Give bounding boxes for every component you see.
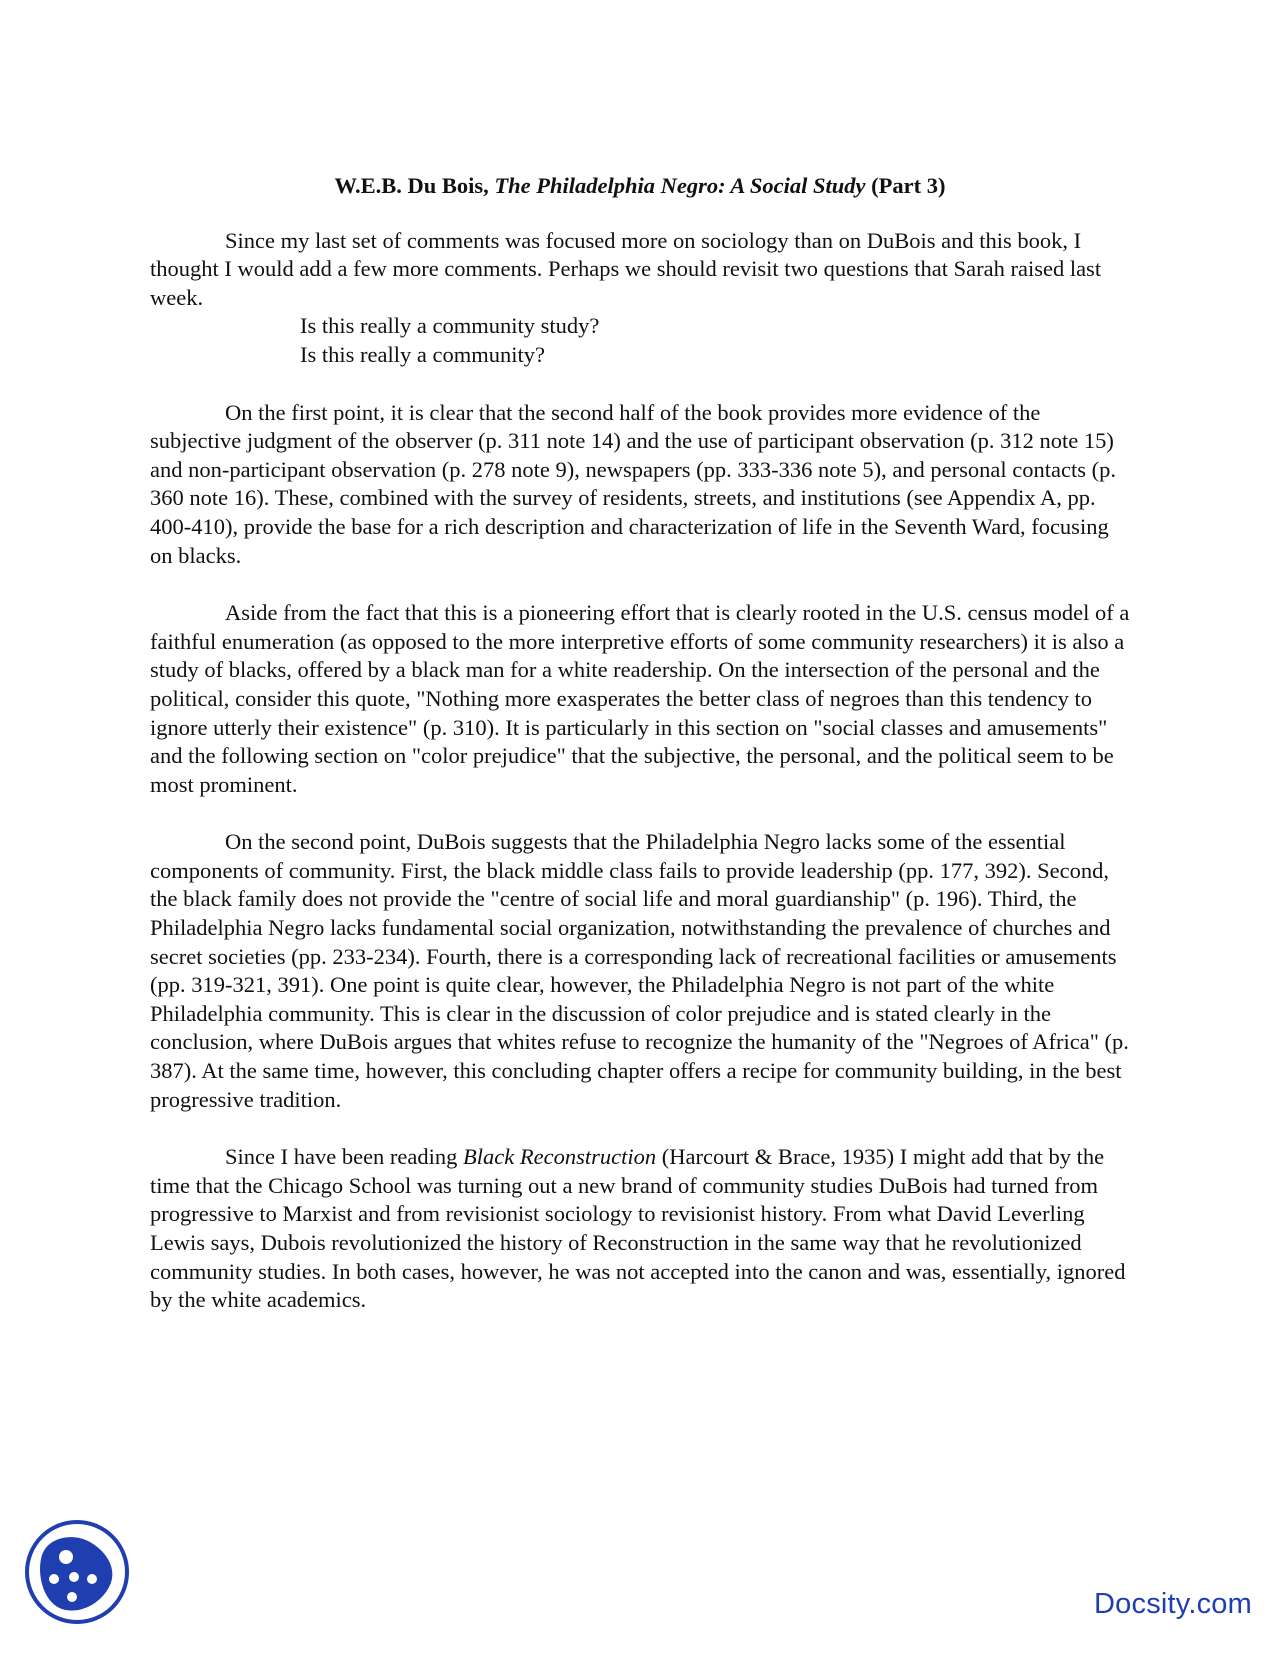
last-para-start: Since I have been reading [225,1144,464,1170]
document-page [150,172,1130,1344]
docsity-logo-icon [22,1515,132,1630]
last-para-rest: (Harcourt & Brace, 1935) I might add that by the time that the Chicago School was turning out a new brand of community studies DuBois had turned from progressive to Marxist and from revisionist sociology to revisionist history. From what David Leverling Lewis says, Dubois revolutionized the history of Reconstruction in the same way that he revolutionized community studies. In both cases, however, he was not accepted into the canon and was, essentially, ignored by the white academics. [150,1144,1126,1313]
body-paragraph: On the second point, DuBois suggests that the Philadelphia Negro lacks some of the essential components of community. First, the black middle class fails to provide leadership (pp. 177, 392). Second, the black family does not provide the "centre of social life and moral guardianship" (p. 196). Third, the Philadelphia Negro lacks fundamental social organization, notwithstanding the prevalence of churches and secret societies (pp. 233-234). Fourth, there is a corresponding lack of recreational facilities or amusements (pp. 319-321, 391). One point is quite clear, however, the Philadelphia Negro is not part of the white Philadelphia community. This is clear in the discussion of color prejudice and is stated clearly in the conclusion, where DuBois argues that whites refuse to recognize the humanity of the "Negroes of Africa" (p. 387). At the same time, however, this concluding chapter offers a recipe for community building, in the best progressive tradition. [150,829,1129,1112]
page-title [150,172,1130,201]
title-book: The Philadelphia Negro: A Social Study [494,173,866,198]
question-item: Is this really a community? [300,341,545,367]
body-paragraph: On the first point, it is clear that the second half of the book provides more evidence of the subjective judgment of the observer (p. 311 note 14) and the use of participant observation (p. 312 note 15) and non-participant observation (p. 278 note 9), newspapers (pp. 333-336 note 5), and personal contacts (p. 360 note 16). These, combined with the survey of residents, streets, and institutions (see Appendix A, pp. 400-410), provide the base for a rich description and characterization of life in the Seventh Ward, focusing on blacks. [150,399,1116,568]
question-item: Is this really a community study? [300,313,600,339]
intro-paragraph: Since my last set of comments was focused more on sociology than on DuBois and this book, I thought I would add a few more comments. Perhaps we should revisit two questions that Sarah raised last week. [150,227,1102,310]
title-part: (Part 3) [865,173,946,198]
title-author: W.E.B. Du Bois, [334,173,495,198]
question-list [150,312,1130,369]
last-paragraph [150,1143,1130,1315]
body-paragraph: Aside from the fact that this is a pioneering effort that is clearly rooted in the U.S. census model of a faithful enumeration (as opposed to the more interpretive efforts of some community researchers) it is also a study of blacks, offered by a black man for a white readership. On the intersection of the personal and the political, consider this quote, "Nothing more exasperates the better class of negroes than this tendency to ignore utterly their existence" (p. 310). It is particularly in this section on "social classes and amusements" and the following section on "color prejudice" that the subjective, the personal, and the political seem to be most prominent. [150,600,1130,797]
last-para-book: Black Reconstruction [463,1144,657,1170]
docsity-brand-text[interactable]: Docsity.com [1094,1588,1252,1620]
